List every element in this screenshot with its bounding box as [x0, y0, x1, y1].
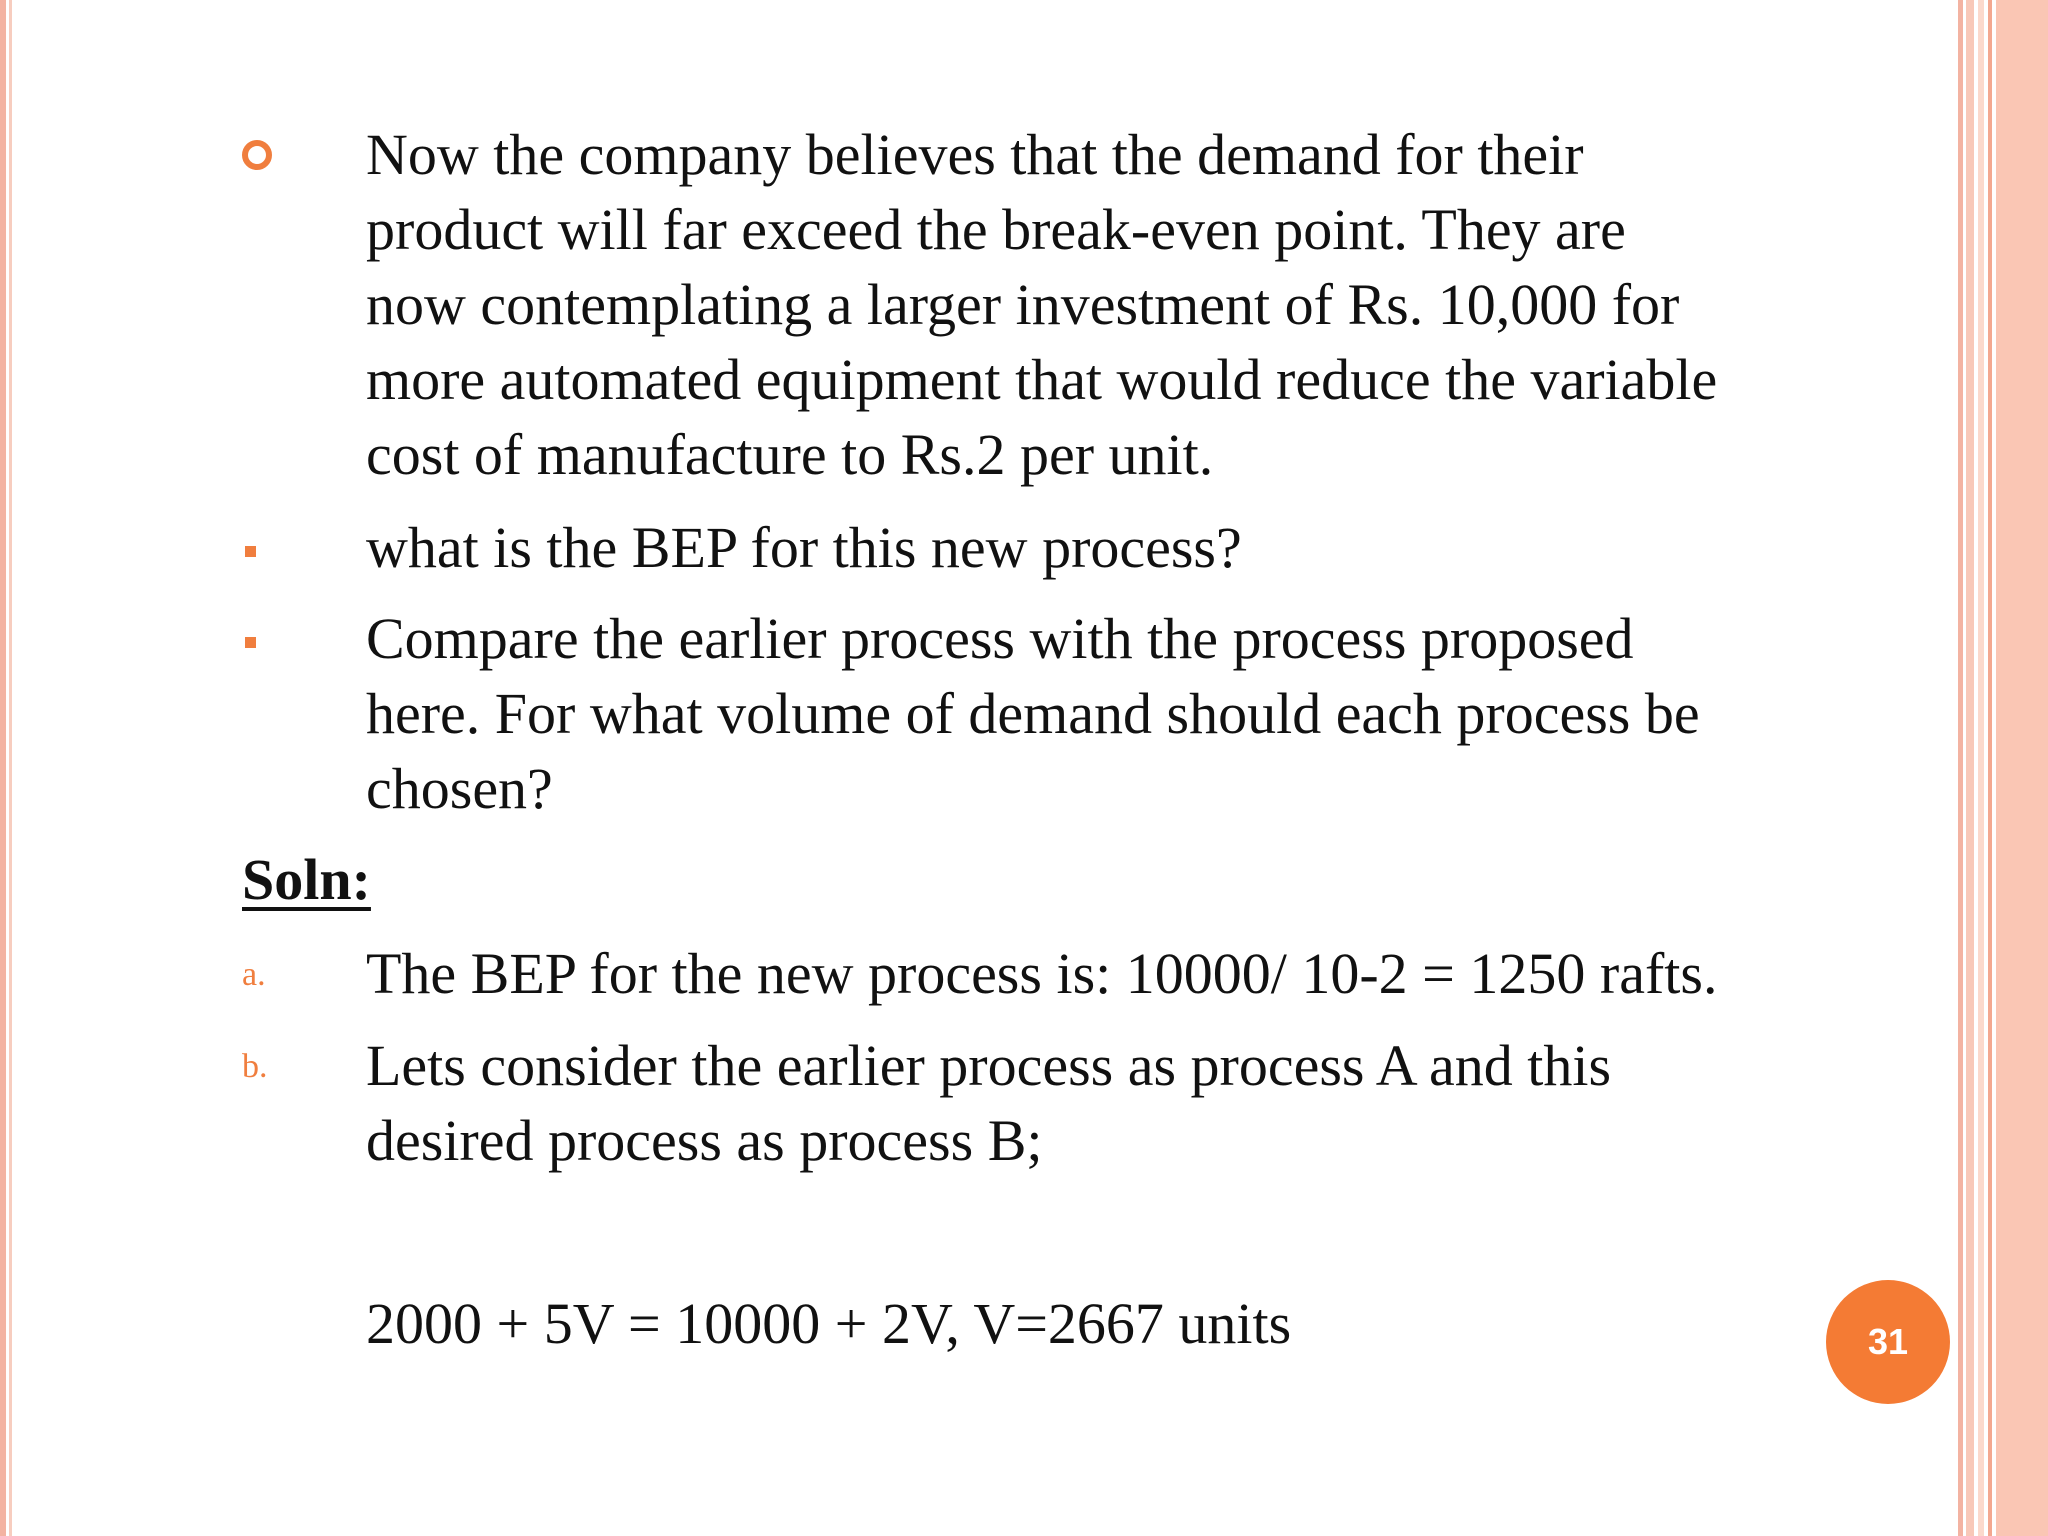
right-border-band [1996, 0, 2048, 1536]
intro-line: more automated equipment that would reduce the variable [366, 347, 1718, 412]
square-bullet-icon [245, 637, 256, 648]
right-border-stripe-1 [1958, 0, 1963, 1536]
page-number-badge: 31 [1826, 1280, 1950, 1404]
item-a-text: The BEP for the new process is: 10000/ 10-2 = 1250 rafts. [366, 941, 1718, 1006]
right-border-stripe-4 [1988, 0, 1992, 1536]
intro-line: now contemplating a larger investment of Rs. 10,000 for [366, 272, 1680, 337]
item-b-line: Lets consider the earlier process as process A and this [366, 1033, 1612, 1098]
item-b-line: desired process as process B; [366, 1108, 1043, 1173]
question-2-text [366, 601, 1866, 826]
question-2-line: here. For what volume of demand should each process be [366, 681, 1700, 746]
solution-heading: Soln: [242, 847, 371, 912]
right-border-stripe-3 [1978, 0, 1984, 1536]
square-bullet-icon [245, 546, 256, 557]
item-b-marker: b. [242, 1048, 268, 1085]
circle-bullet-icon [242, 140, 272, 170]
right-border-stripe-2 [1966, 0, 1974, 1536]
intro-line: product will far exceed the break-even point. They are [366, 197, 1626, 262]
intro-line: Now the company believes that the demand for their [366, 122, 1584, 187]
item-a-marker: a. [242, 956, 266, 993]
intro-text [366, 117, 1866, 492]
question-1-text: what is the BEP for this new process? [366, 515, 1242, 580]
question-2-line: chosen? [366, 756, 553, 821]
item-b-text [366, 1028, 1866, 1178]
intro-line: cost of manufacture to Rs.2 per unit. [366, 422, 1214, 487]
question-2-line: Compare the earlier process with the process proposed [366, 606, 1634, 671]
equation-text: 2000 + 5V = 10000 + 2V, V=2667 units [366, 1291, 1292, 1356]
